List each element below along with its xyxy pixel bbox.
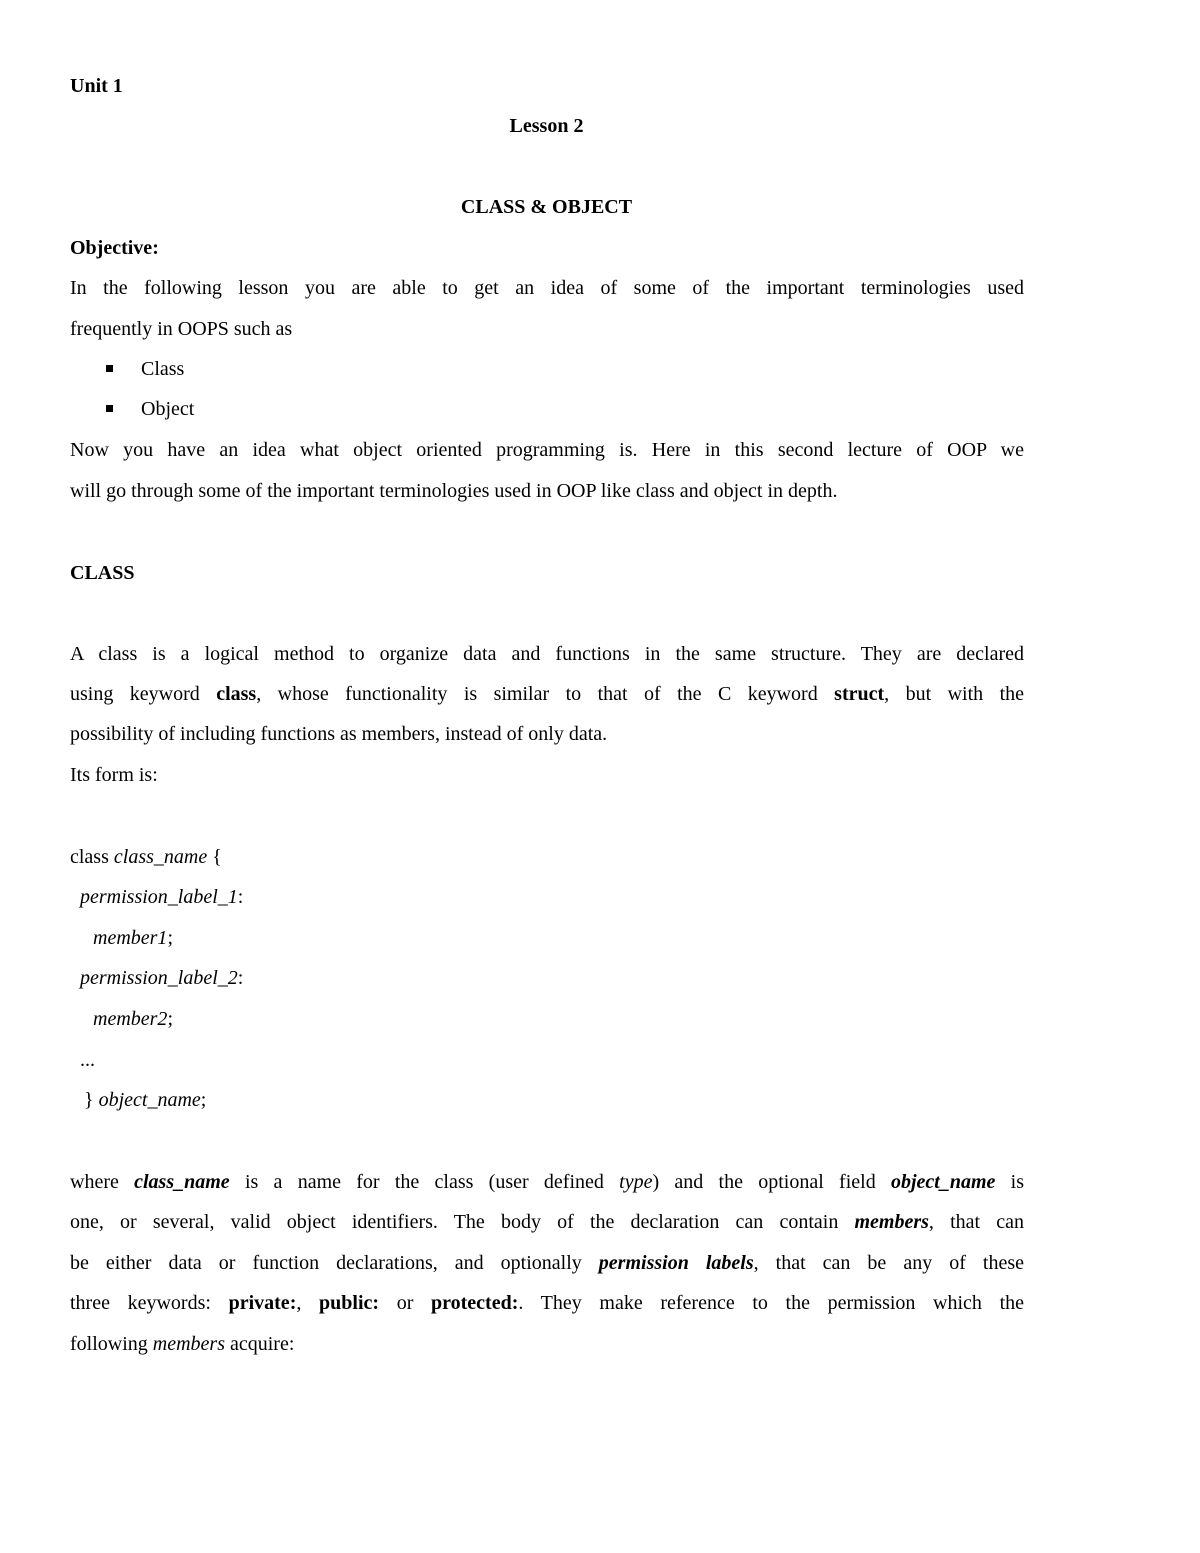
objective-heading: Objective:	[70, 237, 159, 259]
page-title: CLASS & OBJECT	[460, 196, 633, 218]
code-line-2: permission_label_1:	[80, 886, 244, 908]
objective-line-2: frequently in OOPS such as	[70, 318, 293, 340]
where-para-line-2: one, or several, valid object identifiers. The body of the declaration can contain members, that can	[70, 1211, 1024, 1233]
lesson-label: Lesson 2	[509, 115, 584, 137]
unit-label: Unit 1	[70, 75, 123, 97]
code-line-6: ...	[80, 1049, 95, 1071]
bullet-item-class: Class	[141, 358, 185, 380]
code-line-7: } object_name;	[84, 1089, 207, 1111]
keyword-class: class	[216, 683, 257, 705]
bullet-item-object: Object	[141, 398, 195, 420]
keyword-struct: struct	[834, 683, 885, 705]
where-para-line-5: following members acquire:	[70, 1333, 295, 1355]
class-para-line-1: A class is a logical method to organize data and functions in the same structure. They are declared	[70, 643, 1024, 665]
code-line-5: member2;	[93, 1008, 173, 1030]
bullet-square-icon	[106, 365, 113, 372]
code-line-1: class class_name {	[70, 846, 222, 868]
intro-line-2: will go through some of the important terminologies used in OOP like class and object in depth.	[70, 480, 838, 502]
code-line-3: member1;	[93, 927, 173, 949]
class-heading: CLASS	[70, 562, 135, 584]
where-para-line-1: where class_name is a name for the class (user defined type) and the optional field object_name is	[70, 1171, 1025, 1193]
class-para-line-3: possibility of including functions as members, instead of only data.	[70, 723, 608, 745]
bullet-square-icon	[106, 405, 113, 412]
objective-line-1: In the following lesson you are able to get an idea of some of the important terminologies used	[70, 277, 1024, 299]
class-para-line-4: Its form is:	[70, 764, 158, 786]
class-para-line-2: using keyword class, whose functionality is similar to that of the C keyword struct, but with the	[70, 683, 1024, 705]
where-para-line-4: three keywords: private:, public: or protected:. They make reference to the permission which the	[70, 1292, 1025, 1314]
where-para-line-3: be either data or function declarations, and optionally permission labels, that can be any of these	[70, 1252, 1024, 1274]
code-line-4: permission_label_2:	[80, 967, 244, 989]
intro-line-1: Now you have an idea what object oriented programming is. Here in this second lecture of OOP we	[70, 439, 1024, 461]
